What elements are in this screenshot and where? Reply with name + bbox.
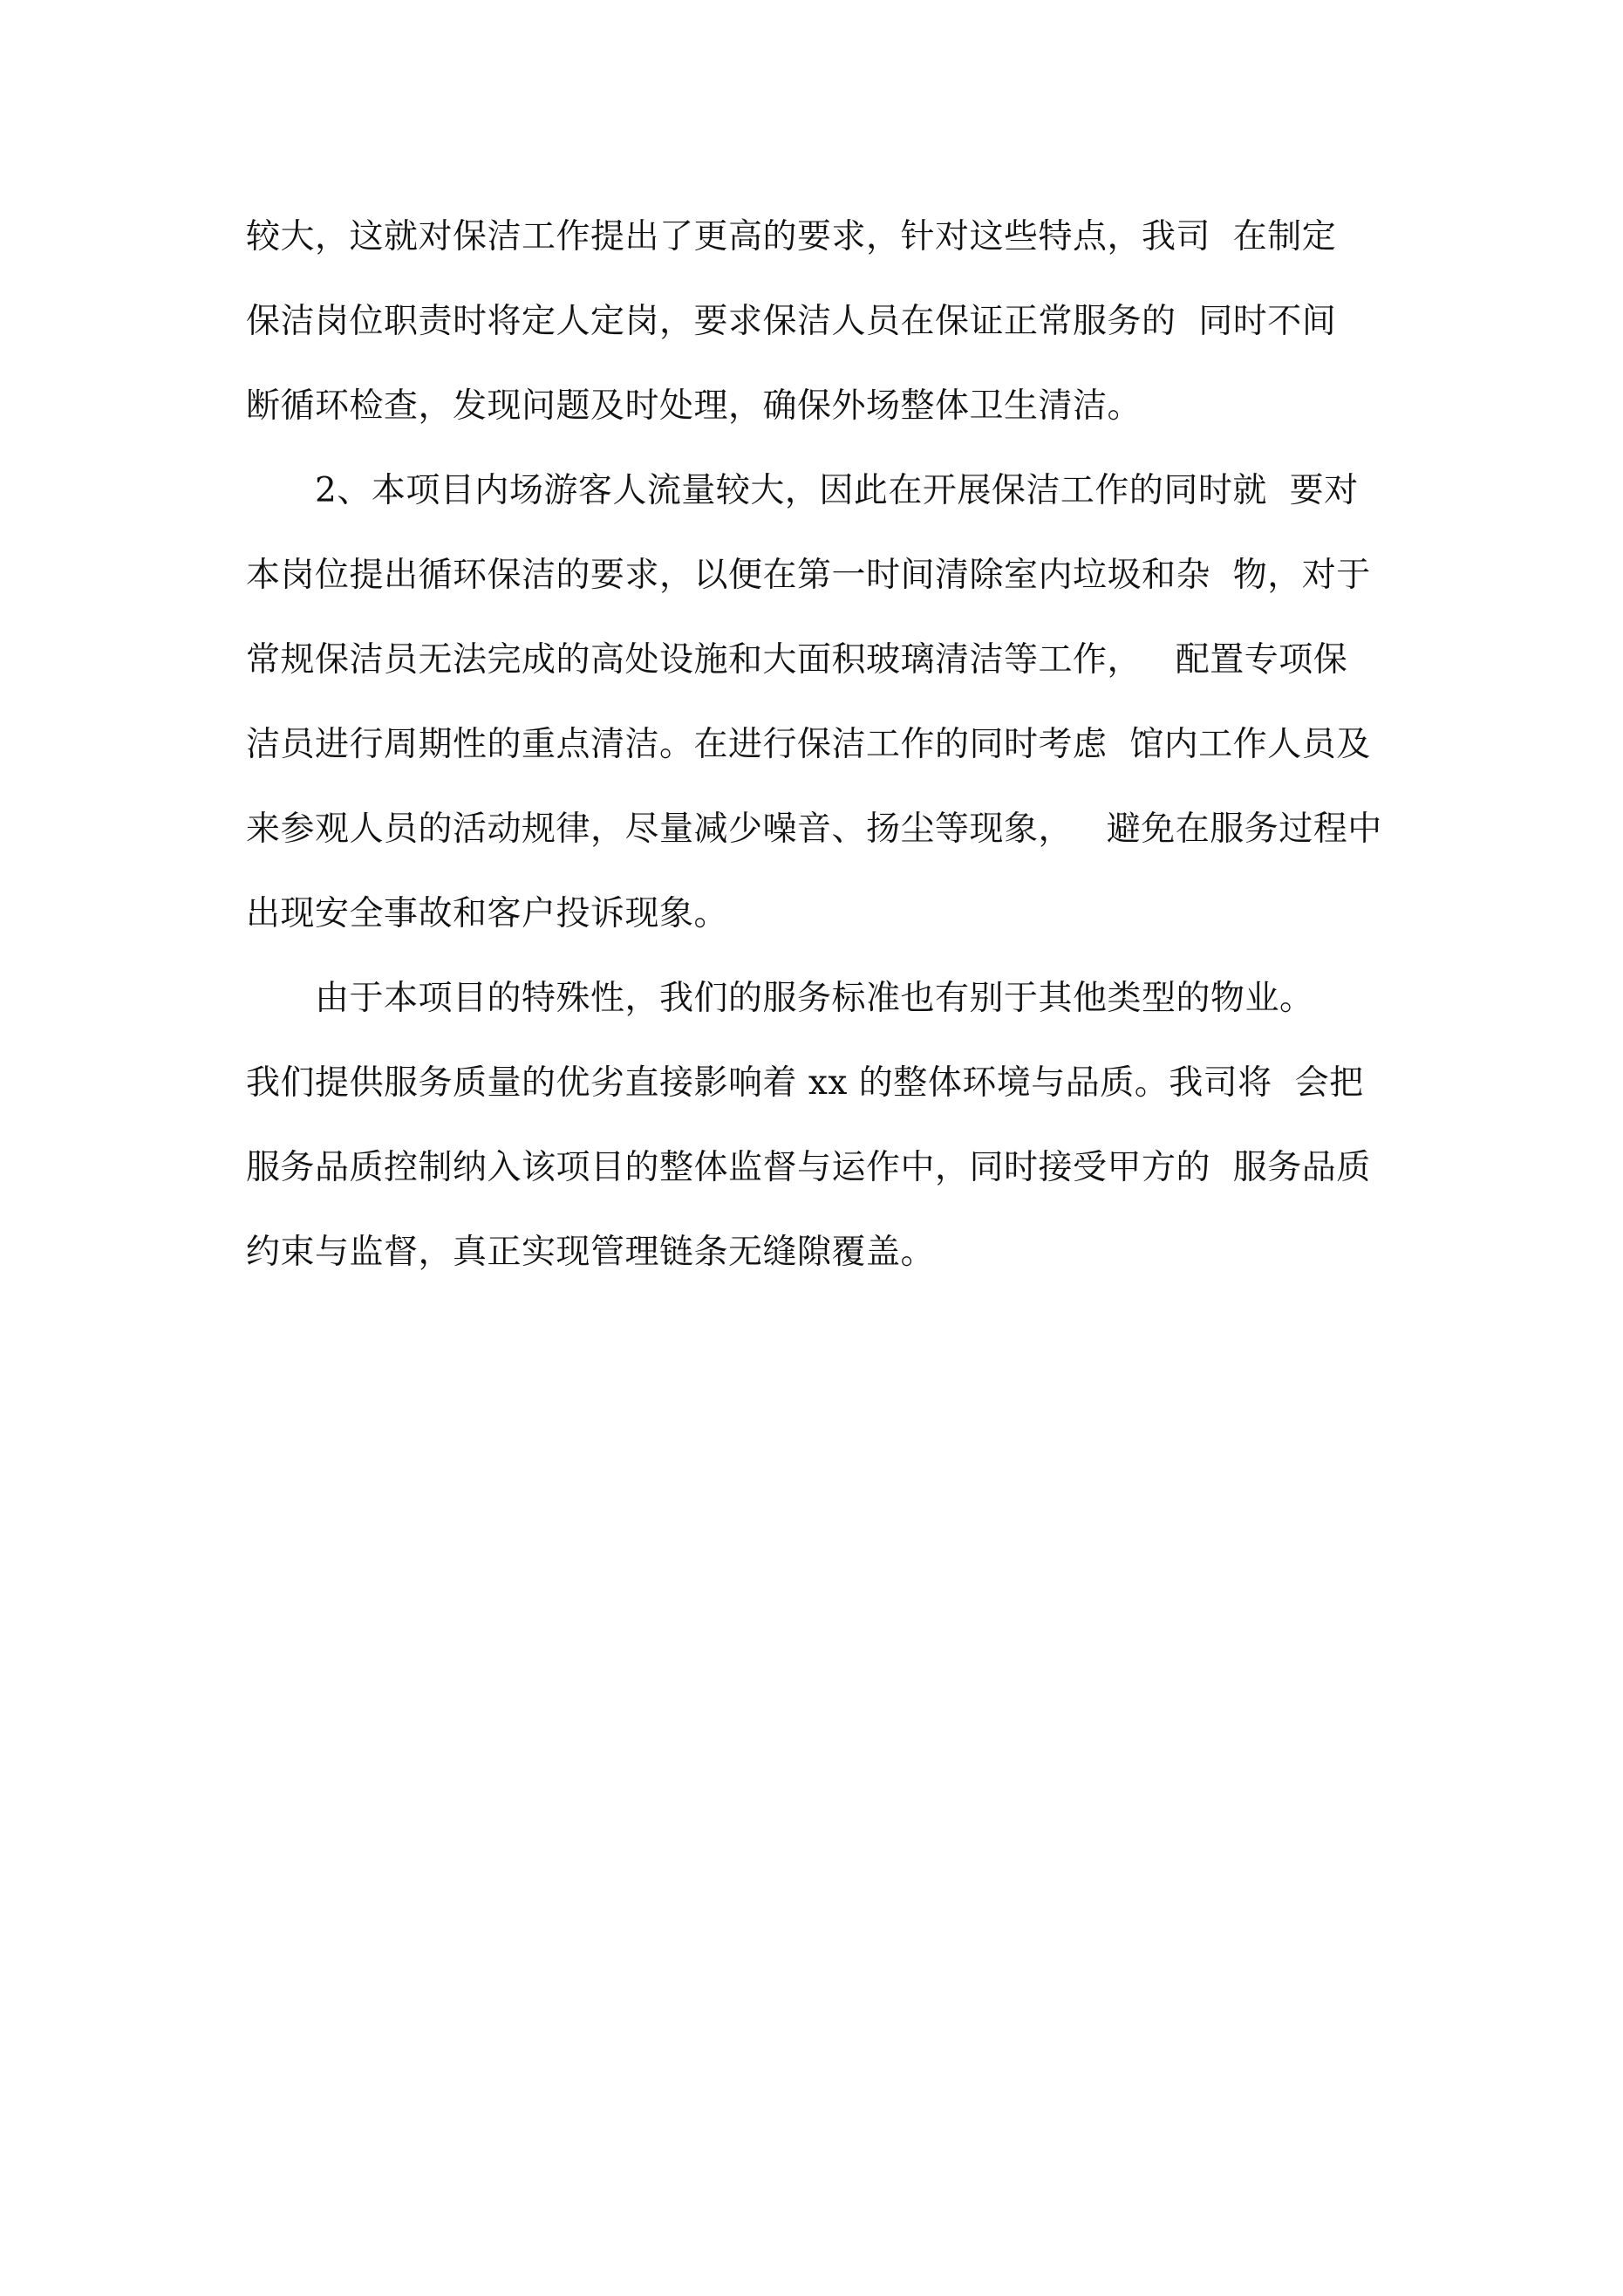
paragraph-line: 本岗位提出循环保洁的要求，以便在第一时间清除室内垃圾和杂 物，对于 bbox=[246, 556, 1371, 595]
paragraph-line: 洁员进行周期性的重点清洁。在进行保洁工作的同时考虑 馆内工作人员及 bbox=[246, 725, 1371, 764]
paragraph-3 bbox=[246, 956, 1432, 1295]
document-body bbox=[246, 195, 1432, 1295]
paragraph-line: 2、本项目内场游客人流量较大，因此在开展保洁工作的同时就 要对 bbox=[246, 471, 1359, 510]
paragraph-line: 由于本项目的特殊性，我们的服务标准也有别于其他类型的物业。 bbox=[246, 979, 1314, 1018]
paragraph-line: 约束与监督，真正实现管理链条无缝隙覆盖。 bbox=[246, 1233, 936, 1272]
paragraph-line: 出现安全事故和客户投诉现象。 bbox=[246, 894, 729, 933]
paragraph-line: 保洁岗位职责时将定人定岗，要求保洁人员在保证正常服务的 同时不间 bbox=[246, 302, 1337, 341]
paragraph-line: 服务品质控制纳入该项目的整体监督与运作中，同时接受甲方的 服务品质 bbox=[246, 1148, 1371, 1187]
paragraph-1 bbox=[246, 195, 1432, 448]
paragraph-line: 较大，这就对保洁工作提出了更高的要求，针对这些特点，我司 在制定 bbox=[246, 217, 1337, 256]
paragraph-line: 我们提供服务质量的优劣直接影响着 xx 的整体环境与品质。我司将 会把 bbox=[246, 1063, 1364, 1103]
paragraph-2 bbox=[246, 448, 1432, 956]
paragraph-line: 来参观人员的活动规律，尽量减少噪音、扬尘等现象， 避免在服务过程中 bbox=[246, 810, 1382, 849]
paragraph-line: 常规保洁员无法完成的高处设施和大面积玻璃清洁等工作， 配置专项保 bbox=[246, 640, 1348, 680]
paragraph-line: 断循环检查，发现问题及时处理，确保外场整体卫生清洁。 bbox=[246, 386, 1142, 426]
